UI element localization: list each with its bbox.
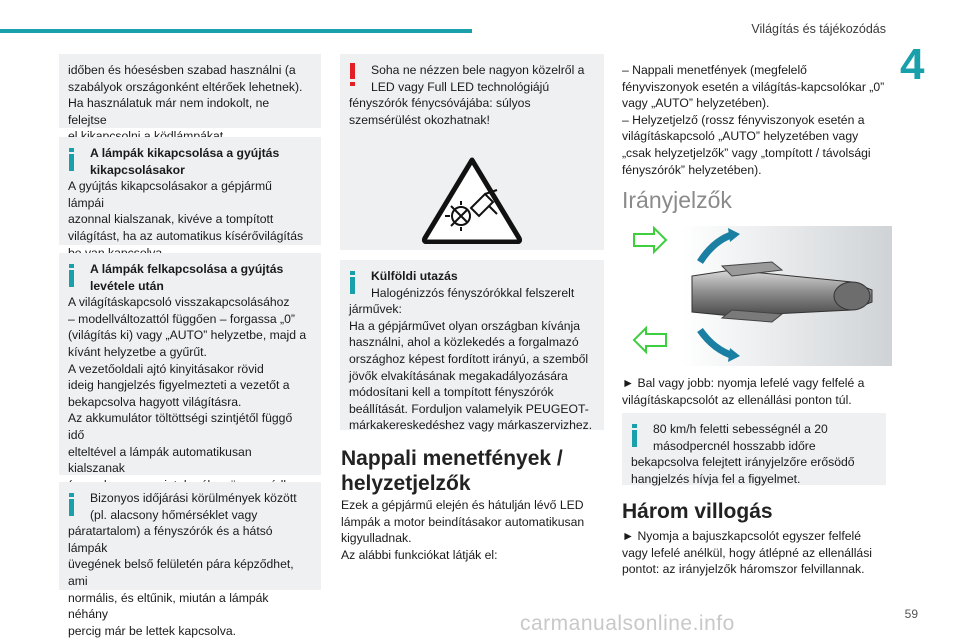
info-icon — [67, 264, 77, 288]
box-title: A lámpák felkapcsolása a gyújtás — [90, 262, 284, 276]
text-line: páratartalom) a fényszórók és a hátsó lámpák — [68, 524, 273, 555]
text-line: – modellváltozattól függően – forgassa „0” — [68, 311, 295, 326]
text-line: ► Bal vagy jobb: nyomja lefelé vagy felfelé a — [622, 376, 865, 390]
page-number: 59 — [904, 607, 918, 621]
text-line: azonnal kialszanak, kivéve a tompított — [68, 212, 274, 227]
text-line: LED vagy Full LED technológiájú — [371, 79, 550, 94]
lights-on-after-ignition-box — [59, 253, 321, 475]
text-line: Az alábbi funkciókat látják el: — [341, 547, 498, 562]
text-line: hangjelzés hívja fel a figyelmet. — [631, 471, 801, 486]
section-title-daytime-lights — [341, 446, 563, 496]
text-line: országhoz képest fordított irányú, a szemből — [349, 351, 589, 366]
text-line: ► Nyomja a bajuszkapcsolót egyszer felfelé — [622, 529, 861, 543]
text-line: Halogénizzós fényszórókkal felszerelt — [371, 285, 575, 300]
text-line: vagy lefelé anélkül, hogy átlépné az ellenállási — [622, 545, 873, 560]
indicator-stalk-illustration — [622, 226, 892, 366]
text-line: Bizonyos időjárási körülmények között — [90, 491, 297, 505]
text-line: percig már be lettek kapcsolva. — [68, 623, 236, 638]
text-line: ideig hangjelzés figyelmezteti a vezetőt a — [68, 378, 290, 393]
info-icon — [630, 424, 640, 448]
fog-lights-note — [59, 54, 321, 128]
text-line: bekapcsolva hagyott világításra. — [68, 394, 242, 409]
text-line: – Nappali menetfények (megfelelő — [622, 63, 807, 77]
section-title-line: Nappali menetfények / — [341, 447, 563, 470]
condensation-note — [59, 482, 321, 638]
text-line: (világítás ki) vagy „AUTO” helyzetbe, majd a — [68, 328, 307, 343]
section-title-indicators: Irányjelzők — [622, 187, 732, 213]
section-title-line: helyzetjelzők — [341, 472, 471, 495]
info-icon — [348, 271, 358, 295]
text-line: jövők elvakításának megakadályozására — [349, 368, 568, 383]
lights-off-ignition-box — [59, 137, 321, 245]
text-line: világítást, ha az automatikus kísérővilágítás — [68, 228, 304, 243]
text-line: kívánt helyzetbe a gyűrűt. — [68, 344, 207, 359]
text-line: módosítani kell a tompított fényszórók — [349, 385, 554, 400]
text-line: Az akkumulátor töltöttségi szintjétől függő idő — [68, 411, 293, 442]
text-line: beállítását. Forduljon valamelyik PEUGEOT- — [349, 401, 589, 416]
text-line: szemsérülést okozhatnak! — [349, 112, 490, 127]
section-title-three-flashes: Három villogás — [622, 500, 773, 523]
info-icon — [67, 148, 77, 172]
text-line: üvegének belső felületén pára képződhet, ami — [68, 557, 294, 588]
indicators-instruction — [622, 375, 892, 408]
text-line: Ha a gépjárművet olyan országban kívánja — [349, 318, 581, 333]
box-title: A lámpák kikapcsolása a gyújtás — [90, 146, 280, 160]
speed-warning-note — [622, 413, 886, 485]
info-icon — [67, 493, 77, 517]
text-line: vagy „AUTO” helyzetében). — [622, 96, 770, 111]
text-line: használni, ahol a közlekedés a forgalmazó — [349, 335, 579, 350]
text-line: világításkapcsoló „AUTO” helyzetében vagy — [622, 129, 859, 144]
text-line: A gyújtás kikapcsolásakor a gépjármű lámpái — [68, 179, 272, 210]
text-line: „csak helyzetjelzők” vagy „tompított / távolsági — [622, 145, 871, 160]
chapter-number: 4 — [900, 40, 925, 89]
daytime-lights-text — [341, 497, 606, 563]
travel-abroad-box — [340, 260, 604, 433]
text-line: Ezek a gépjármű elején és hátulján lévő LED — [341, 498, 584, 512]
text-line: fényviszonyok esetén a világítás-kapcsolókar „0” — [622, 79, 885, 94]
text-line: világításkapcsolót az ellenállási ponton túl. — [622, 392, 852, 407]
text-line: márkakereskedéshez vagy márkaszervizhez. — [349, 418, 593, 433]
text-line: A vezetőoldali ajtó kinyitásakor rövid — [68, 361, 264, 376]
page-header-title: Világítás és tájékozódás — [751, 22, 886, 36]
text-line: – Helyzetjelző (rossz fényviszonyok esetén a — [622, 112, 865, 127]
text-line: fényszórók fénycsóvájába: súlyos — [349, 96, 531, 111]
text-line: A világításkapcsoló visszakapcsolásához — [68, 295, 290, 310]
three-flashes-text — [622, 528, 892, 578]
led-warning-box — [340, 54, 604, 250]
text-line: járművek: — [349, 302, 402, 317]
text-line: Ha használatuk már nem indokolt, ne felejtse — [68, 96, 270, 127]
watermark: carmanualsonline.info — [520, 612, 735, 635]
text-line: normális, és eltűnik, miután a lámpák néhány — [68, 590, 269, 622]
text-line: lámpák a motor beindításakor automatikusan — [341, 514, 585, 529]
text-line: kigyulladnak. — [341, 531, 412, 546]
warning-icon — [349, 63, 357, 87]
laser-warning-triangle-icon — [417, 154, 527, 244]
text-line: másodpercnél hosszabb időre — [653, 438, 816, 453]
daytime-lights-functions — [622, 62, 892, 178]
text-line: Soha ne nézzen bele nagyon közelről a — [371, 63, 585, 77]
text-line: pontot: az irányjelzők háromszor felvillannak. — [622, 562, 865, 577]
text-line: bekapcsolva felejtett irányjelzőre erősödő — [631, 455, 855, 470]
text-line: fényszórók” helyzetében). — [622, 162, 762, 177]
text-line: 80 km/h feletti sebességnél a 20 — [653, 422, 828, 436]
header-accent-bar — [0, 29, 472, 33]
text-line: időben és hóesésben szabad használni (a — [68, 63, 296, 77]
box-title: levétele után — [90, 278, 164, 293]
box-title: Külföldi utazás — [371, 269, 458, 283]
box-title: kikapcsolásakor — [90, 162, 185, 177]
text-line: elteltével a lámpák automatikusan kialszanak — [68, 444, 252, 476]
text-line: (pl. alacsony hőmérséklet vagy — [90, 507, 258, 522]
text-line: szabályok országonként eltérőek lehetnek). — [68, 79, 303, 94]
